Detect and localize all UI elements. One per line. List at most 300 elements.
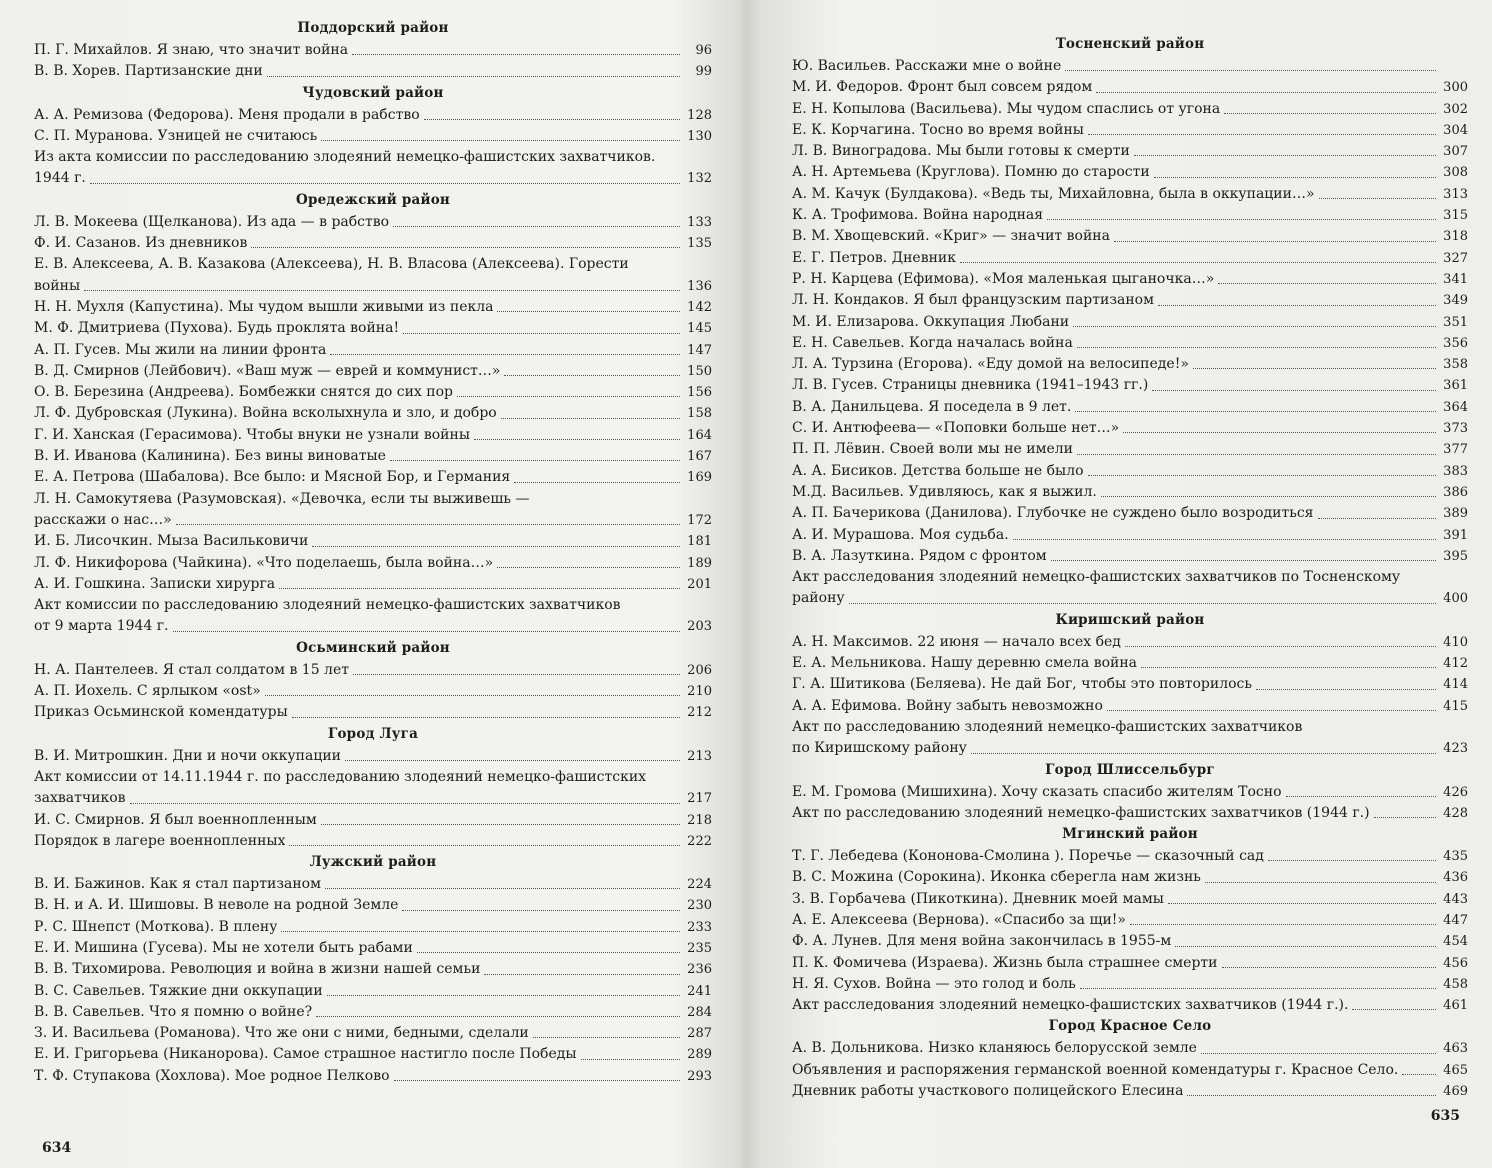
dot-leader (1125, 646, 1436, 647)
entry-page-number: 289 (687, 1047, 712, 1063)
entry-page-number: 189 (687, 555, 712, 571)
entry-page-number: 410 (1443, 634, 1468, 650)
toc-entry (792, 184, 1468, 205)
toc-entry (34, 810, 712, 831)
entry-title: А. Е. Алексеева (Вернова). «Спасибо за щи!» (792, 911, 1126, 928)
dot-leader (394, 1080, 680, 1081)
entry-title: А. И. Гошкина. Записки хирурга (34, 575, 276, 592)
dot-leader (533, 1037, 680, 1038)
dot-leader (1047, 219, 1436, 220)
entry-title: В. М. Хвощевский. «Криг» — значит война (792, 228, 1110, 245)
entry-title: В. А. Лазуткина. Рядом с фронтом (792, 547, 1047, 564)
entry-title: Г. А. Шитикова (Беляева). Не дай Бог, чтобы это повторилось (792, 676, 1253, 693)
dot-leader (321, 140, 680, 141)
toc-entry (34, 318, 712, 339)
entry-title: А. В. Дольникова. Низко кланяюсь белорусской земле (792, 1040, 1197, 1057)
dot-leader (1077, 454, 1436, 455)
entry-title: И. Б. Лисочкин. Мыза Васильковичи (34, 533, 309, 550)
entry-page-number: 218 (687, 812, 712, 828)
dot-leader (971, 753, 1436, 754)
entry-title: Т. Г. Лебедева (Кононова-Смолина ). Поречье — сказочный сад (792, 848, 1264, 865)
dot-leader (352, 54, 680, 55)
entry-page-number: 373 (1443, 421, 1468, 437)
entry-title: Приказ Осьминской комендатуры (34, 704, 288, 721)
entry-title: А. И. Мурашова. Моя судьба. (792, 526, 1009, 543)
dot-leader (1222, 967, 1436, 968)
toc-entry (34, 147, 712, 190)
toc-entry (34, 61, 712, 82)
entry-page-number: 349 (1443, 293, 1468, 309)
toc-entry (34, 874, 712, 895)
entry-page-number: 169 (687, 470, 712, 486)
toc-entry (34, 105, 712, 126)
toc-entry (792, 333, 1468, 354)
toc-entry (792, 953, 1468, 974)
dot-leader (1268, 860, 1436, 861)
entry-page-number: 341 (1443, 271, 1468, 287)
dot-leader (1374, 817, 1436, 818)
dot-leader (330, 354, 680, 355)
entry-title: Дневник работы участкового полицейского Елесина (792, 1083, 1184, 1100)
page-number-right: 635 (1430, 1108, 1460, 1124)
toc-entry (792, 375, 1468, 396)
toc-section (34, 20, 712, 83)
dot-leader (279, 588, 680, 589)
section-title: Оредежский район (296, 191, 450, 208)
entry-page-number: 428 (1443, 805, 1468, 821)
entry-title: А. А. Бисиков. Детства больше не было (792, 462, 1084, 479)
entry-title: А. Н. Артемьева (Круглова). Помню до старости (792, 164, 1150, 181)
entry-title: К. А. Трофимова. Война народная (792, 207, 1044, 224)
entry-title: О. В. Березина (Андреева). Бомбежки снятся до сих пор (34, 384, 453, 401)
entry-title: Т. Ф. Ступакова (Хохлова). Мое родное Пелково (34, 1067, 390, 1084)
toc-entry (792, 803, 1468, 824)
entry-page-number: 423 (1443, 741, 1468, 757)
toc-entry (34, 531, 712, 552)
dot-leader (1187, 1095, 1436, 1096)
entry-page-number: 201 (687, 576, 712, 592)
entry-title: Л. Ф. Никифорова (Чайкина). «Что поделаешь, была война…» (34, 554, 494, 571)
entry-continuation (792, 738, 1468, 759)
dot-leader (390, 460, 680, 461)
entry-page-number: 304 (1443, 122, 1468, 138)
toc-entry (792, 889, 1468, 910)
entry-title: И. С. Смирнов. Я был военнопленным (34, 811, 317, 828)
toc-entry (34, 767, 712, 810)
entry-continuation (792, 588, 1468, 609)
entry-title: Е. М. Громова (Мишихина). Хочу сказать спасибо жителям Тосно (792, 783, 1282, 800)
entry-title-line: Акт по расследованию злодеяний немецко-фашистских захватчиков (792, 718, 1303, 735)
entry-page-number: 300 (1443, 80, 1468, 96)
right-page (750, 0, 1492, 1168)
entry-title: В. В. Савельев. Что я помню о войне? (34, 1003, 313, 1020)
entry-continuation (34, 788, 712, 809)
toc-entry (792, 1038, 1468, 1059)
entry-page-number: 361 (1443, 378, 1468, 394)
toc-entry (34, 489, 712, 532)
entry-page-number: 235 (687, 940, 712, 956)
toc-entry (34, 574, 712, 595)
entry-title: Е. И. Григорьева (Никанорова). Самое страшное настигло после Победы (34, 1046, 577, 1063)
toc-entry (34, 361, 712, 382)
toc-entry (792, 461, 1468, 482)
entry-page-number: 302 (1443, 101, 1468, 117)
dot-leader (1256, 689, 1436, 690)
dot-leader (1286, 796, 1436, 797)
entry-title: В. Н. и А. И. Шишовы. В неволе на родной Земле (34, 897, 399, 914)
toc-section (34, 640, 712, 724)
dot-leader (345, 760, 680, 761)
toc-section (792, 826, 1468, 1016)
entry-title: Е. А. Петрова (Шабалова). Все было: и Мясной Бор, и Германия (34, 469, 511, 486)
entry-title-line: войны (34, 277, 81, 294)
toc-entry (34, 681, 712, 702)
toc-entry (792, 226, 1468, 247)
entry-page-number: 136 (687, 278, 712, 294)
dot-leader (484, 974, 680, 975)
entry-page-number: 150 (687, 363, 712, 379)
entry-page-number: 158 (687, 406, 712, 422)
entry-title: Р. С. Шнепст (Моткова). В плену (34, 918, 278, 935)
dot-leader (1218, 283, 1436, 284)
toc-entry (34, 1002, 712, 1023)
entry-page-number: 454 (1443, 934, 1468, 950)
entry-page-number: 313 (1443, 186, 1468, 202)
entry-title: Ю. Васильев. Расскажи мне о войне (792, 58, 1062, 74)
dot-leader (1193, 368, 1436, 369)
entry-page-number: 287 (687, 1026, 712, 1042)
toc-section (34, 85, 712, 190)
dot-leader (1013, 539, 1436, 540)
entry-title: Е. И. Мишина (Гусева). Мы не хотели быть рабами (34, 939, 413, 956)
toc-entry (792, 1060, 1468, 1081)
toc-entry (792, 567, 1468, 610)
entry-title: Е. К. Корчагина. Тосно во время войны (792, 121, 1084, 138)
entry-title: В. А. Данильцева. Я поседела в 9 лет. (792, 398, 1072, 415)
entry-title-line: Из акта комиссии по расследованию злодеяний немецко-фашистских захватчиков. (34, 149, 656, 166)
dot-leader (1319, 198, 1436, 199)
entry-page-number: 156 (687, 385, 712, 401)
toc-entry (34, 382, 712, 403)
entry-title-line: Акт комиссии от 14.11.1944 г. по расследованию злодеяний немецко-фашистских (34, 768, 647, 785)
entry-title-line: 1944 г. (34, 170, 86, 187)
entry-title: С. И. Антюфеева— «Поповки больше нет…» (792, 420, 1120, 437)
toc-entry (792, 162, 1468, 183)
entry-page-number: 99 (695, 64, 712, 80)
dot-leader (1352, 1009, 1436, 1010)
entry-page-number: 167 (687, 449, 712, 465)
left-page (0, 0, 735, 1168)
toc-entry (792, 910, 1468, 931)
entry-title: З. В. Горбачева (Пикоткина). Дневник моей мамы (792, 890, 1164, 907)
toc-entry (792, 1081, 1468, 1102)
entry-page-number: 436 (1443, 870, 1468, 886)
section-title: Киришский район (1055, 611, 1205, 628)
entry-page-number: 217 (687, 791, 712, 807)
entry-title-line: Е. В. Алексеева, А. В. Казакова (Алексеева), Н. В. Власова (Алексеева). Горести (34, 256, 629, 273)
section-title: Город Луга (327, 725, 419, 742)
dot-leader (1130, 924, 1436, 925)
dot-leader (1051, 560, 1436, 561)
entry-title-line: по Киришскому району (792, 740, 967, 757)
entry-title: А. П. Гусев. Мы жили на линии фронта (34, 341, 327, 358)
entry-page-number: 206 (687, 662, 712, 678)
toc-column-right (792, 34, 1468, 1102)
dot-leader (84, 290, 680, 291)
toc-section (792, 1018, 1468, 1102)
entry-page-number: 241 (687, 983, 712, 999)
entry-page-number: 400 (1443, 591, 1468, 607)
entry-title: А. Н. Максимов. 22 июня — начало всех бед (792, 633, 1121, 650)
entry-page-number: 469 (1443, 1084, 1468, 1100)
entry-page-number: 458 (1443, 976, 1468, 992)
entry-page-number: 389 (1443, 506, 1468, 522)
section-title: Лужский район (309, 854, 437, 871)
dot-leader (1101, 496, 1436, 497)
entry-title: А. М. Качук (Булдакова). «Ведь ты, Михайловна, была в оккупации…» (792, 185, 1315, 202)
section-title: Чудовский район (302, 84, 444, 101)
dot-leader (402, 910, 680, 911)
dot-leader (289, 845, 680, 846)
entry-title: А. А. Ремизова (Федорова). Меня продали в рабство (34, 106, 420, 123)
toc-entry (34, 746, 712, 767)
entry-continuation (34, 510, 712, 531)
dot-leader (321, 824, 680, 825)
dot-leader (1402, 1074, 1436, 1075)
entry-page-number: 293 (687, 1068, 712, 1084)
entry-title: М. И. Федоров. Фронт был совсем рядом (792, 79, 1093, 96)
toc-entry (34, 467, 712, 488)
entry-title: Порядок в лагере военнопленных (34, 832, 286, 849)
entry-title: Г. И. Ханская (Герасимова). Чтобы внуки не узнали войны (34, 426, 470, 443)
toc-entry (792, 248, 1468, 269)
dot-leader (1080, 988, 1436, 989)
entry-title: В. С. Савельев. Тяжкие дни оккупации (34, 982, 323, 999)
toc-entry (34, 981, 712, 1002)
entry-page-number: 132 (687, 171, 712, 187)
toc-entry (34, 1044, 712, 1065)
dot-leader (316, 1016, 680, 1017)
dot-leader (1134, 155, 1436, 156)
toc-entry (792, 717, 1468, 760)
toc-entry (792, 974, 1468, 995)
toc-entry (792, 482, 1468, 503)
toc-entry (792, 546, 1468, 567)
toc-entry (34, 702, 712, 723)
entry-page-number: 465 (1443, 1062, 1468, 1078)
entry-title-line: Л. Н. Самокутяева (Разумовская). «Девочка, если ты выживешь — (34, 490, 530, 507)
toc-entry (792, 141, 1468, 162)
entry-title: Р. Н. Карцева (Ефимова). «Моя маленькая цыганочка…» (792, 270, 1215, 287)
toc-entry (792, 354, 1468, 375)
entry-title: Л. Н. Кондаков. Я был французским партизаном (792, 292, 1154, 309)
dot-leader (312, 546, 680, 547)
toc-section (34, 726, 712, 852)
dot-leader (514, 482, 680, 483)
entry-title-line: Акт расследования злодеяний немецко-фашистских захватчиков по Тосненскому (792, 569, 1401, 586)
entry-page-number: 203 (687, 619, 712, 635)
entry-title: А. П. Бачерикова (Данилова). Глубочке не суждено было возродиться (792, 505, 1314, 522)
entry-continuation (34, 276, 712, 297)
entry-page-number: 435 (1443, 849, 1468, 865)
toc-entry (34, 831, 712, 852)
toc-entry (34, 297, 712, 318)
toc-entry (792, 205, 1468, 226)
entry-page-number: 210 (687, 684, 712, 700)
dot-leader (265, 695, 680, 696)
entry-page-number: 443 (1443, 891, 1468, 907)
entry-title: М. И. Елизарова. Оккупация Любани (792, 313, 1070, 330)
toc-entry (792, 77, 1468, 98)
entry-page-number: 391 (1443, 527, 1468, 543)
entry-title: Акт расследования злодеяний немецко-фашистских захватчиков (1944 г.). (792, 997, 1349, 1014)
toc-section (34, 854, 712, 1087)
entry-page-number: 181 (687, 534, 712, 550)
dot-leader (1154, 177, 1436, 178)
toc-section (34, 192, 712, 638)
dot-leader (90, 183, 680, 184)
dot-leader (281, 931, 680, 932)
entry-title: Н. Я. Сухов. Война — это голод и боль (792, 975, 1076, 992)
section-title: Город Красное Село (1048, 1018, 1212, 1035)
entry-page-number: 356 (1443, 335, 1468, 351)
entry-title: В. И. Митрошкин. Дни и ночи оккупации (34, 747, 342, 764)
dot-leader (501, 418, 680, 419)
entry-title: З. И. Васильева (Романова). Что же они с ними, бедными, сделали (34, 1025, 529, 1042)
entry-page-number: 351 (1443, 314, 1468, 330)
toc-entry (34, 595, 712, 638)
toc-entry (34, 212, 712, 233)
entry-title: Е. А. Мельникова. Нашу деревню смела война (792, 655, 1138, 672)
dot-leader (292, 717, 680, 718)
dot-leader (417, 952, 680, 953)
entry-title: Е. Н. Савельев. Когда началась война (792, 334, 1073, 351)
entry-page-number: 142 (687, 299, 712, 315)
dot-leader (1123, 432, 1436, 433)
entry-page-number: 386 (1443, 484, 1468, 500)
entry-title: Л. А. Турзина (Егорова). «Еду домой на велосипеде!» (792, 356, 1189, 373)
toc-entry (792, 653, 1468, 674)
entry-title: Н. Н. Мухля (Капустина). Мы чудом вышли живыми из пекла (34, 298, 494, 315)
toc-entry (792, 503, 1468, 524)
dot-leader (403, 333, 680, 334)
toc-entry (34, 403, 712, 424)
toc-entry (34, 1023, 712, 1044)
dot-leader (457, 396, 680, 397)
entry-page-number: 130 (687, 128, 712, 144)
entry-title: В. И. Иванова (Калинина). Без вины виноватые (34, 448, 386, 465)
dot-leader (960, 262, 1436, 263)
entry-title: П. П. Лёвин. Своей воли мы не имели (792, 441, 1073, 458)
section-title: Поддорский район (297, 20, 449, 36)
page-number-left: 634 (42, 1140, 72, 1156)
entry-title: В. В. Хорев. Партизанские дни (34, 63, 263, 80)
entry-page-number: 96 (695, 43, 712, 58)
toc-entry (34, 425, 712, 446)
toc-entry (792, 696, 1468, 717)
toc-entry (34, 959, 712, 980)
entry-title: М.Д. Васильев. Удивляюсь, как я выжил. (792, 483, 1097, 500)
dot-leader (176, 524, 680, 525)
entry-page-number: 395 (1443, 548, 1468, 564)
entry-page-number: 230 (687, 898, 712, 914)
entry-page-number: 236 (687, 962, 712, 978)
section-title: Мгинский район (1062, 826, 1198, 843)
entry-page-number: 463 (1443, 1041, 1468, 1057)
dot-leader (325, 888, 680, 889)
section-title: Город Шлиссельбург (1045, 761, 1215, 778)
toc-entry (34, 895, 712, 916)
dot-leader (424, 119, 680, 120)
toc-entry (34, 254, 712, 297)
toc-entry (792, 290, 1468, 311)
entry-page-number: 128 (687, 107, 712, 123)
dot-leader (1201, 1053, 1436, 1054)
entry-title: П. Г. Михайлов. Я знаю, что значит война (34, 42, 349, 58)
dot-leader (267, 76, 680, 77)
dot-leader (497, 311, 680, 312)
entry-title: Е. Н. Копылова (Васильева). Мы чудом спаслись от угона (792, 100, 1221, 117)
dot-leader (1077, 347, 1436, 348)
dot-leader (1158, 305, 1436, 306)
dot-leader (1168, 903, 1436, 904)
entry-page-number: 358 (1443, 357, 1468, 373)
entry-title: Ф. И. Сазанов. Из дневников (34, 235, 248, 252)
entry-page-number: 426 (1443, 784, 1468, 800)
toc-entry (792, 99, 1468, 120)
entry-page-number: 222 (687, 833, 712, 849)
dot-leader (353, 674, 680, 675)
toc-entry (792, 867, 1468, 888)
dot-leader (1205, 882, 1436, 883)
entry-page-number: 308 (1443, 165, 1468, 181)
entry-page-number: 318 (1443, 229, 1468, 245)
entry-title: В. С. Можина (Сорокина). Иконка сберегла нам жизнь (792, 869, 1201, 886)
entry-title: М. Ф. Дмитриева (Пухова). Будь проклята война! (34, 320, 400, 337)
entry-page-number: 224 (687, 877, 712, 893)
entry-title: Н. А. Пантелеев. Я стал солдатом в 15 лет (34, 661, 349, 678)
entry-page-number: 414 (1443, 677, 1468, 693)
dot-leader (393, 226, 680, 227)
dot-leader (1088, 134, 1436, 135)
toc-entry (792, 674, 1468, 695)
toc-column-left (34, 18, 712, 1087)
toc-entry (792, 312, 1468, 333)
entry-page-number: 172 (687, 512, 712, 528)
entry-title-line: Акт комиссии по расследованию злодеяний немецко-фашистских захватчиков (34, 597, 621, 614)
entry-continuation (34, 616, 712, 637)
toc-entry (792, 525, 1468, 546)
dot-leader (173, 631, 680, 632)
dot-leader (1075, 411, 1436, 412)
dot-leader (327, 995, 680, 996)
entry-title: Е. Г. Петров. Дневник (792, 249, 956, 266)
entry-page-number: 307 (1443, 144, 1468, 160)
entry-page-number: 327 (1443, 250, 1468, 266)
dot-leader (1107, 710, 1436, 711)
entry-page-number: 364 (1443, 399, 1468, 415)
toc-entry (792, 418, 1468, 439)
dot-leader (1141, 667, 1436, 668)
toc-entry (792, 782, 1468, 803)
entry-title: П. К. Фомичева (Израева). Жизнь была страшнее смерти (792, 954, 1218, 971)
entry-page-number: 164 (687, 427, 712, 443)
dot-leader (504, 375, 680, 376)
dot-leader (1088, 475, 1436, 476)
toc-entry (34, 938, 712, 959)
section-title: Осьминский район (296, 639, 450, 656)
entry-title: А. А. Ефимова. Войну забыть невозможно (792, 697, 1103, 714)
